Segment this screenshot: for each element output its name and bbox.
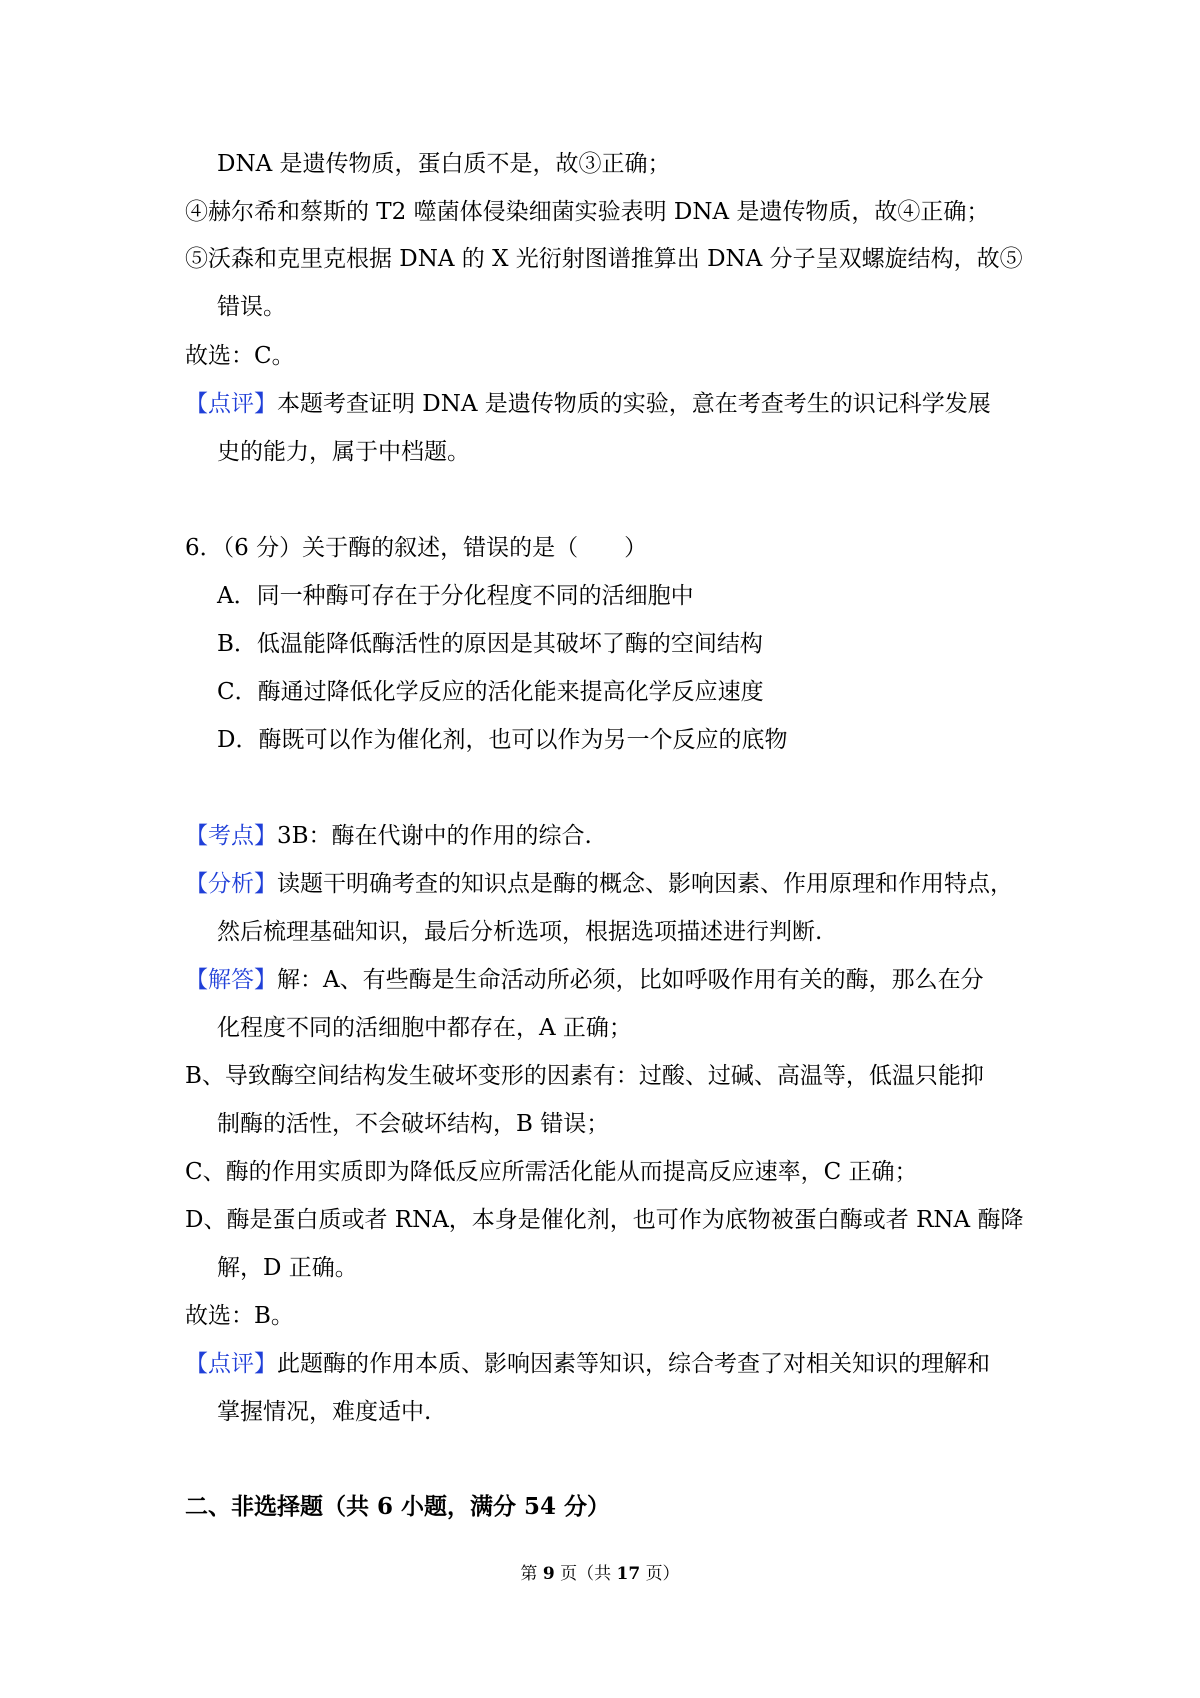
jieda-text: 解：A、有些酶是生命活动所必须，比如呼吸作用有关的酶，那么在分 <box>277 967 984 993</box>
footer-mid: 页（共 <box>560 1564 612 1584</box>
answer-line: 故选：C。 <box>185 343 295 369</box>
footer-suffix: 页） <box>645 1564 680 1584</box>
jieda-line: 制酶的活性，不会破坏结构，B 错误； <box>217 1111 610 1137</box>
jieda-line: 化程度不同的活细胞中都存在，A 正确； <box>217 1015 632 1041</box>
review-line: 史的能力，属于中档题。 <box>217 439 470 465</box>
footer-page-number: 9 <box>542 1564 555 1584</box>
text-line: ⑤沃森和克里克根据 DNA 的 X 光衍射图谱推算出 DNA 分子呈双螺旋结构，故⑤ <box>185 246 1023 272</box>
footer-total-pages: 17 <box>616 1564 641 1584</box>
review-text: 此题酶的作用本质、影响因素等知识，综合考查了对相关知识的理解和 <box>277 1351 990 1377</box>
kaodian-line <box>185 820 592 852</box>
review-tag: 【点评】 <box>185 391 277 417</box>
fenxi-text: 读题干明确考查的知识点是酶的概念、影响因素、作用原理和作用特点， <box>277 871 1013 897</box>
option-c: C．酶通过降低化学反应的活化能来提高化学反应速度 <box>217 679 764 705</box>
fenxi-line: 然后梳理基础知识，最后分析选项，根据选项描述进行判断. <box>217 919 823 945</box>
page-footer <box>0 1562 1200 1586</box>
jieda-line: D、酶是蛋白质或者 RNA，本身是催化剂，也可作为底物被蛋白酶或者 RNA 酶降 <box>185 1207 1024 1233</box>
review-text: 本题考查证明 DNA 是遗传物质的实验，意在考查考生的识记科学发展 <box>277 391 991 417</box>
option-a: A．同一种酶可存在于分化程度不同的活细胞中 <box>217 583 694 609</box>
text-line: 错误。 <box>217 294 286 320</box>
jieda-line <box>185 964 984 996</box>
jieda-line: B、导致酶空间结构发生破坏变形的因素有：过酸、过碱、高温等，低温只能抑 <box>185 1063 984 1089</box>
review-tag: 【点评】 <box>185 1351 277 1377</box>
review-line <box>185 1348 990 1380</box>
fenxi-tag: 【分析】 <box>185 871 277 897</box>
text-line: ④赫尔希和蔡斯的 T2 噬菌体侵染细菌实验表明 DNA 是遗传物质，故④正确； <box>185 199 990 225</box>
footer-prefix: 第 <box>520 1564 538 1584</box>
question-stem: 6．（6 分）关于酶的叙述，错误的是（ ） <box>185 535 648 561</box>
review-line <box>185 388 991 420</box>
kaodian-tag: 【考点】 <box>185 823 277 849</box>
jieda-tag: 【解答】 <box>185 967 277 993</box>
fenxi-line <box>185 868 1013 900</box>
kaodian-text: 3B：酶在代谢中的作用的综合. <box>277 823 592 849</box>
option-d: D．酶既可以作为催化剂，也可以作为另一个反应的底物 <box>217 727 788 753</box>
text-line: DNA 是遗传物质，蛋白质不是，故③正确； <box>217 151 671 177</box>
review-line: 掌握情况，难度适中. <box>217 1399 432 1425</box>
jieda-line: 解，D 正确。 <box>217 1255 358 1281</box>
jieda-line: C、酶的作用实质即为降低反应所需活化能从而提高反应速率，C 正确； <box>185 1159 918 1185</box>
answer-line: 故选：B。 <box>185 1303 294 1329</box>
section-heading: 二、非选择题（共 6 小题，满分 54 分） <box>185 1493 611 1520</box>
option-b: B．低温能降低酶活性的原因是其破坏了酶的空间结构 <box>217 631 763 657</box>
